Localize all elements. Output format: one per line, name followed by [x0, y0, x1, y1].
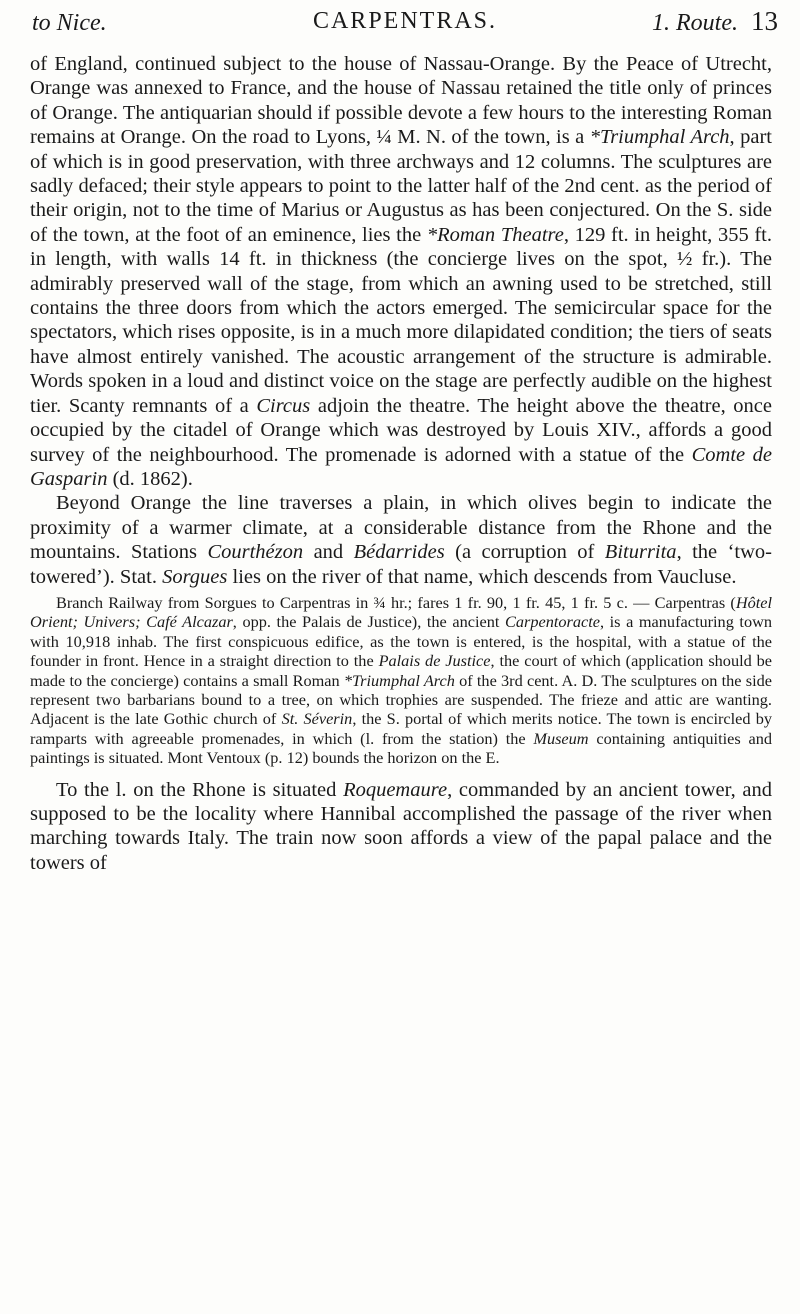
text-segment: Sorgues [162, 565, 228, 588]
text-segment: Bédarrides [353, 541, 445, 564]
text-segment: Carpentoracte [504, 612, 600, 632]
text-segment: Beyond Orange the line traverses a plain, in which olives begin to indicate the proximity of a warmer climate, at a considerable distance from the Rhone and the mountains. Stations [30, 492, 772, 564]
text-segment: Biturrita [604, 541, 677, 564]
text-segment: To the l. on the Rhone is situated [56, 778, 344, 801]
text-segment: Circus [256, 394, 311, 417]
paragraph-orange-history [30, 52, 772, 491]
text-segment: , opp. the Palais de Justice), the ancient [232, 612, 505, 632]
text-segment: (a corruption of [444, 541, 605, 564]
text-segment: Palais de Justice [378, 651, 491, 671]
text-segment: *Triumphal Arch [343, 670, 455, 690]
text-segment: lies on the river of that name, which descends from Vaucluse. [227, 565, 737, 588]
text-segment: (d. 1862). [107, 467, 193, 490]
header-route-label: 1. Route. [652, 10, 738, 36]
text-segment: , part of which is in good preservation, with three archways and 12 columns. The sculptures are sadly defaced; their style appears to point to the latter half of the 2nd cent. as the period of their origin, not to the time of Marius or Augustus as has been conjectured. On the S. side of the town, at the foot of an eminence, lies the [30, 126, 772, 246]
text-segment: Branch Railway from Sorgues to Carpentras in ¾ hr.; fares 1 fr. 90, 1 fr. 45, 1 fr. 5 c. — Carpentras ( [56, 592, 736, 612]
body-text [30, 52, 772, 875]
text-segment: , the S. portal of which merits notice. The town is encircled by ramparts with agreeable promenades, in which (l. from the station) the [30, 709, 772, 748]
paragraph-carpentras-branch [30, 593, 772, 768]
text-segment: and [303, 541, 354, 564]
text-segment: Museum [533, 728, 589, 748]
page-number: 13 [751, 6, 778, 36]
text-segment: , 129 ft. in height, 355 ft. in length, with walls 14 ft. in thickness (the concierge lives on the spot, ½ fr.). The admirably preserved wall of the stage, from which an awning used to be stretched, still contains the three doors from which the actors emerged. The semicircular space for the spectators, which rises opposite, is in a much more dilapidated condition; the tiers of seats have almost entirely vanished. The acoustic arrangement of the structure is admirable. Words spoken in a loud and distinct voice on the stage are perfectly audible on the highest tier. Scanty remnants of a [30, 223, 772, 417]
text-segment: *Triumphal Arch [589, 126, 730, 149]
text-segment: Roquemaure [343, 778, 448, 801]
text-segment: Courthézon [207, 541, 304, 564]
paragraph-beyond-orange [30, 491, 772, 589]
text-segment: Comte de Gasparin [30, 443, 772, 490]
paragraph-roquemaure [30, 778, 772, 876]
text-segment: Hôtel Orient; Univers; Café Alcazar [30, 592, 772, 632]
text-segment: , commanded by an ancient tower, and supposed to be the locality where Hannibal accomplished the passage of the river when marching towards Italy. The train now soon affords a view of the papal palace and the towers of [30, 778, 772, 874]
text-segment: of the 3rd cent. A. D. The sculptures on the side represent two barbarians bound to a tree, on which trophies are suspended. The frieze and attic are wanting. Adjacent is the late Gothic church of [30, 670, 772, 729]
header-title: CARPENTRAS. [312, 8, 498, 34]
text-segment: St. Séverin [281, 709, 353, 729]
text-segment: adjoin the theatre. The height above the theatre, once occupied by the citadel of Orange which was destroyed by Louis XIV., affords a good survey of the neighbourhood. The promenade is adorned with a statue of the [30, 394, 772, 466]
text-segment: *Roman Theatre [426, 223, 564, 246]
text-segment: , the ‘two-towered’). Stat. [30, 541, 772, 588]
header-left-text: to Nice. [32, 10, 107, 36]
text-segment: , the court of which (application should be made to the concierge) contains a small Roman [30, 651, 772, 690]
running-header [32, 6, 778, 40]
text-segment: of England, continued subject to the house of Nassau-Orange. By the Peace of Utrecht, Orange was annexed to France, and the house of Nassau retained the title only of princes of Orange. The antiquarian should if possible devote a few hours to the interesting Roman remains at Orange. On the road to Lyons, ¼ M. N. of the town, is a [30, 53, 772, 149]
text-segment: containing antiquities and paintings is situated. Mont Ventoux (p. 12) bounds the horizon on the E. [30, 728, 772, 768]
text-segment: , is a manufacturing town with 10,918 inhab. The first conspicuous edifice, as the town is entered, is the hospital, with a statue of the founder in front. Hence in a straight direction to the [30, 612, 772, 671]
